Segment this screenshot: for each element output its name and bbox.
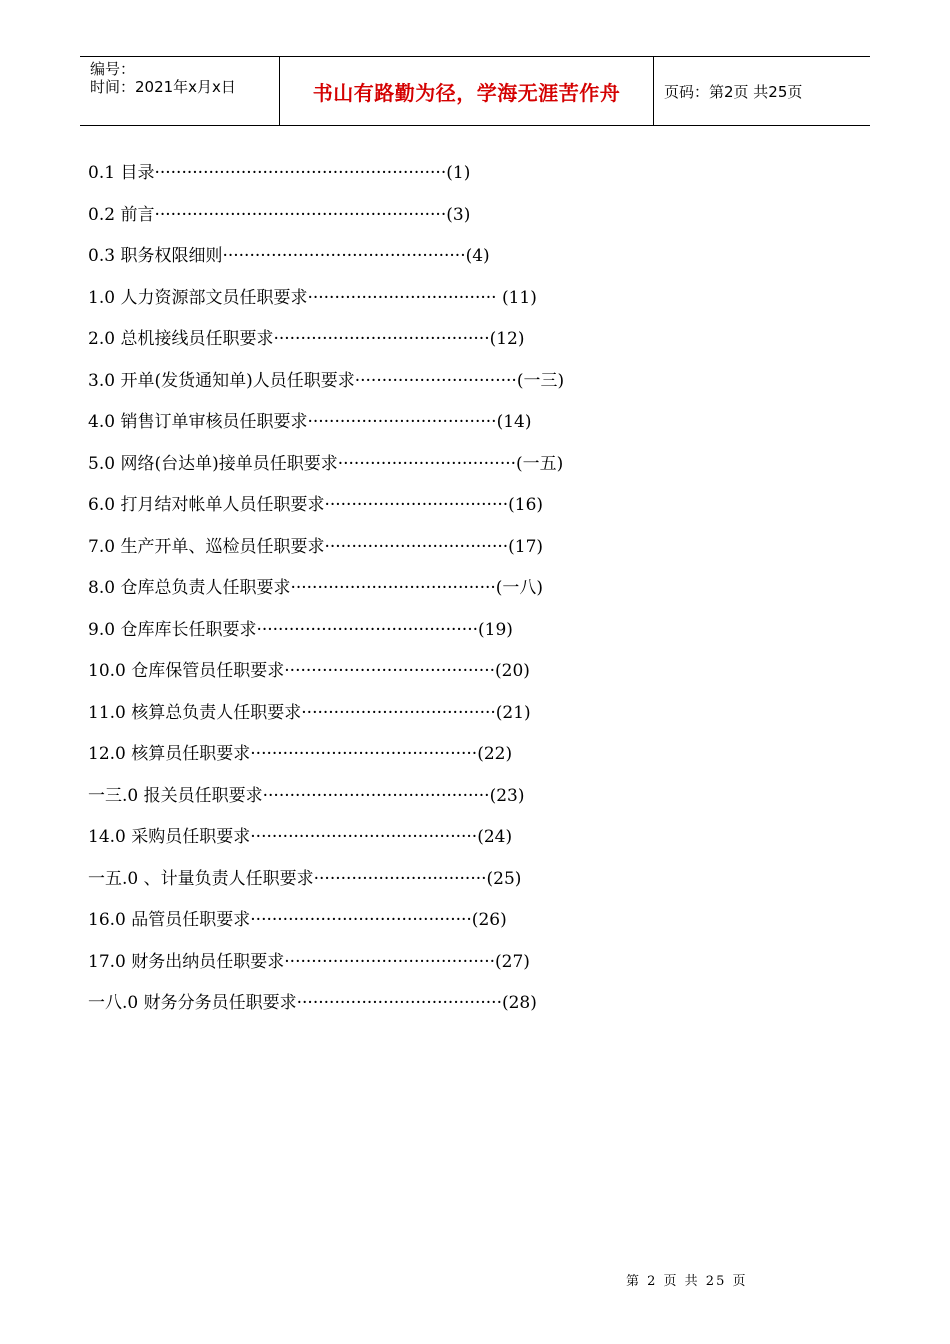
toc-entry[interactable]: 一八.0 财务分务员任职要求······································(28) <box>88 993 537 1013</box>
toc-entry[interactable]: 17.0 财务出纳员任职要求·······································(27) <box>88 951 530 972</box>
toc-entry[interactable]: 14.0 采购员任职要求··········································(24) <box>88 827 513 847</box>
date-label: 时间：2021年x月x日 <box>90 78 236 96</box>
table-of-contents <box>88 158 708 1030</box>
toc-entry[interactable]: 10.0 仓库保管员任职要求·······································(20) <box>88 661 530 681</box>
header-motto: 书山有路勤为径，学海无涯苦作舟 <box>280 57 654 125</box>
toc-entry[interactable]: 4.0 销售订单审核员任职要求···································(14) <box>88 412 532 432</box>
document-header <box>80 56 870 126</box>
header-page-info: 页码：第2页 共25页 <box>664 82 803 101</box>
toc-entry[interactable]: 0.1 目录······················································(1) <box>88 163 471 183</box>
toc-entry[interactable]: 8.0 仓库总负责人任职要求······································(一八) <box>88 578 544 598</box>
header-info-cell <box>80 57 280 125</box>
serial-number-label: 编号： <box>90 60 136 78</box>
toc-entry[interactable]: 0.3 职务权限细则·············································(4) <box>88 246 490 266</box>
toc-entry[interactable]: 6.0 打月结对帐单人员任职要求··································(16) <box>88 495 544 515</box>
toc-entry[interactable]: 7.0 生产开单、巡检员任职要求··································(17) <box>88 536 544 557</box>
toc-entry[interactable]: 16.0 品管员任职要求·········································(26) <box>88 910 507 930</box>
toc-entry[interactable]: 1.0 人力资源部文员任职要求··································· (11) <box>88 287 537 308</box>
toc-entry[interactable]: 3.0 开单(发货通知单)人员任职要求······························(一三) <box>88 370 565 391</box>
toc-entry[interactable]: 9.0 仓库库长任职要求·········································(19) <box>88 619 513 640</box>
toc-entry[interactable]: 5.0 网络(台达单)接单员任职要求·································(一五) <box>88 453 564 474</box>
toc-entry[interactable]: 0.2 前言······················································(3) <box>88 204 471 225</box>
toc-entry[interactable]: 一五.0 、计量负责人任职要求································(25) <box>88 868 522 889</box>
page-footer: 第 2 页 共 25 页 <box>626 1274 748 1289</box>
toc-entry[interactable]: 12.0 核算员任职要求··········································(22) <box>88 744 513 764</box>
toc-entry[interactable]: 2.0 总机接线员任职要求········································(12) <box>88 329 525 349</box>
toc-entry[interactable]: 一三.0 报关员任职要求··········································(23) <box>88 785 525 806</box>
toc-entry[interactable]: 11.0 核算总负责人任职要求····································(21) <box>88 702 531 723</box>
